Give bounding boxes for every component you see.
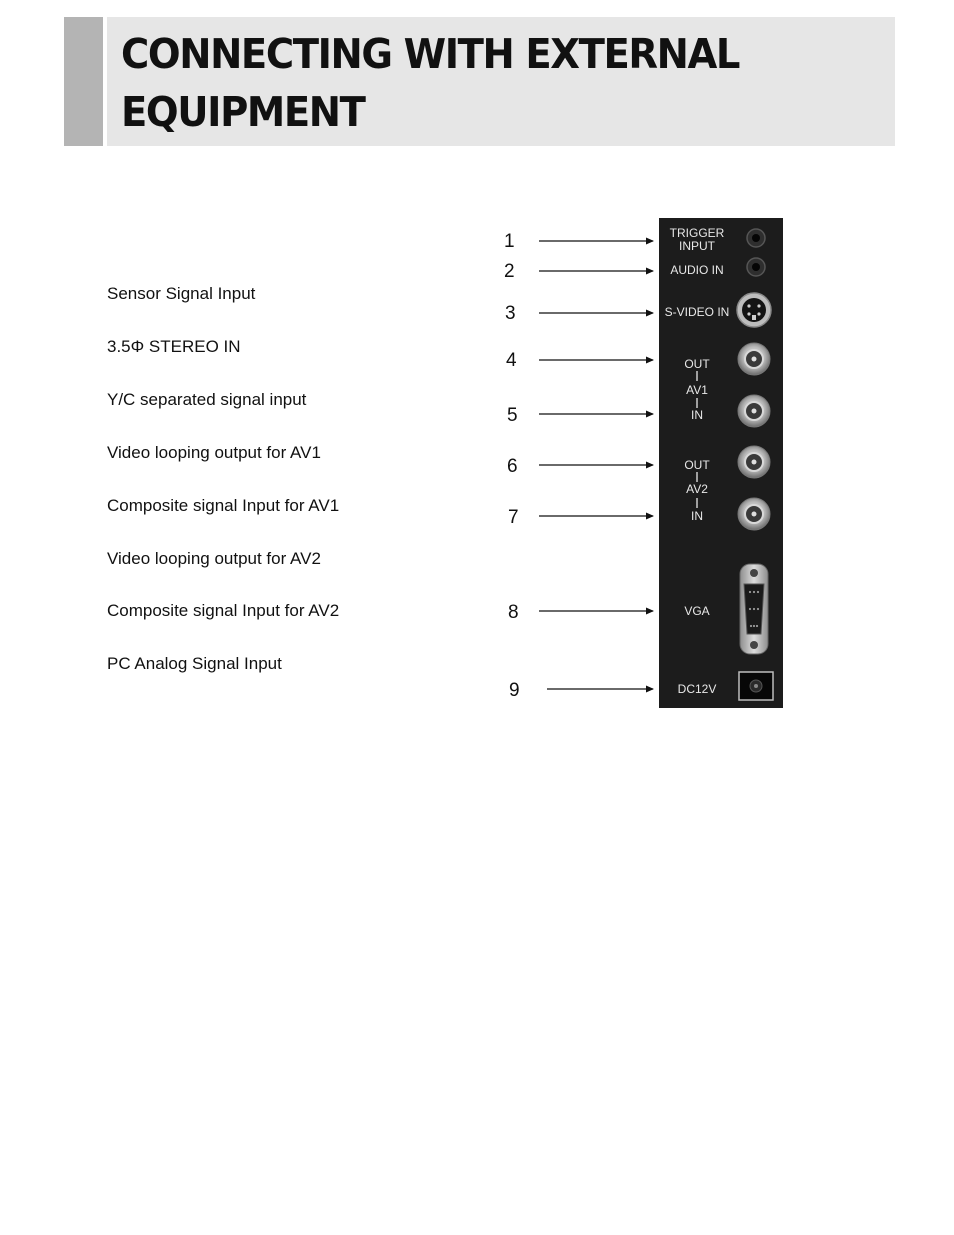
audio-in-jack-icon[interactable] [747,258,765,276]
description-av1-composite-input: Composite signal Input for AV1 [107,496,340,515]
av2-in-bnc-connector-icon[interactable] [738,498,770,530]
callout-number-1: 1 [504,231,515,252]
callout-number-7: 7 [508,507,519,528]
dc12v-power-jack-icon[interactable] [739,672,773,700]
description-yc-signal-input: Y/C separated signal input [107,390,307,409]
label-av2: AV2 [686,482,708,496]
label-av1: AV1 [686,383,708,397]
av1-in-bnc-connector-icon[interactable] [738,395,770,427]
label-av1-out: OUT [684,357,710,371]
trigger-input-jack-icon[interactable] [747,229,765,247]
description-stereo-in: 3.5Φ STEREO IN [107,337,241,356]
description-av2-composite-input: Composite signal Input for AV2 [107,601,340,620]
label-vga: VGA [684,604,710,618]
label-av2-in: IN [691,509,703,523]
callout-number-2: 2 [504,261,515,282]
description-av2-loop-output: Video looping output for AV2 [107,549,321,568]
vga-port-icon[interactable] [740,564,768,654]
label-audio-in: AUDIO IN [670,263,724,277]
page-title-line-2: EQUIPMENT [121,88,365,136]
connector-panel [659,218,783,708]
label-trigger-input: INPUT [679,239,715,253]
label-av2-out: OUT [684,458,710,472]
page-title-line-1: CONNECTING WITH EXTERNAL [121,30,740,78]
description-sensor-signal-input: Sensor Signal Input [107,284,256,303]
callout-number-8: 8 [508,602,519,623]
av2-out-bnc-connector-icon[interactable] [738,446,770,478]
description-av1-loop-output: Video looping output for AV1 [107,443,321,462]
callout-number-5: 5 [507,405,518,426]
av1-out-bnc-connector-icon[interactable] [738,343,770,375]
label-s-video-in: S-VIDEO IN [664,305,730,319]
callout-number-3: 3 [505,303,516,324]
callout-number-9: 9 [509,680,520,701]
label-trigger: TRIGGER [669,226,725,240]
callout-number-6: 6 [507,456,518,477]
callout-number-4: 4 [506,350,517,371]
label-dc12v: DC12V [677,682,717,696]
s-video-port-icon[interactable] [737,293,771,327]
label-av1-in: IN [691,408,703,422]
description-pc-analog-input: PC Analog Signal Input [107,654,282,673]
